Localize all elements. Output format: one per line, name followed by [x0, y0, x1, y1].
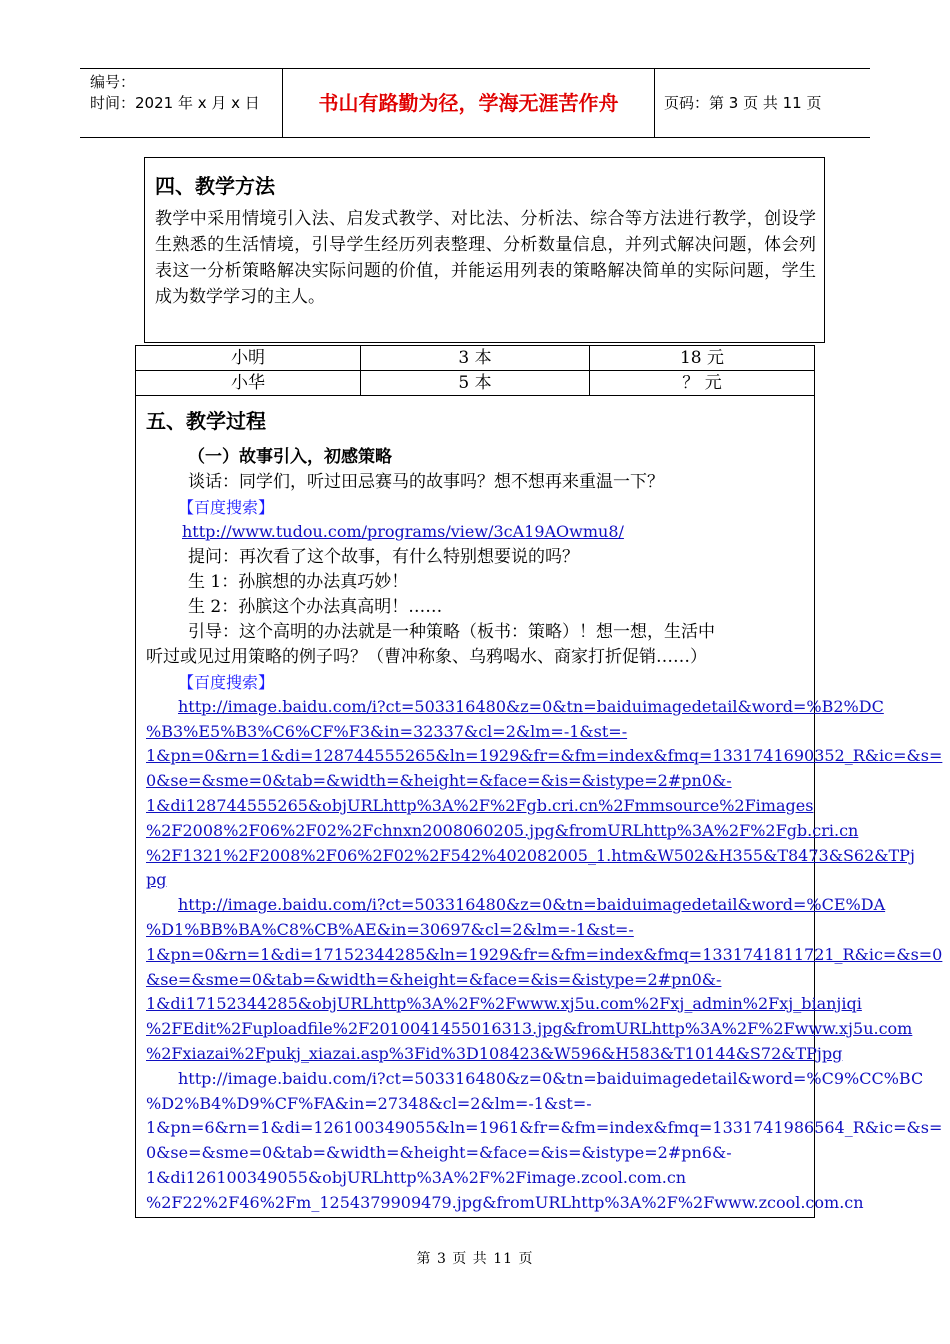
table-cell: 5 本 — [361, 371, 590, 396]
header-page-label: 页码：第 3 页 共 11 页 — [664, 94, 822, 112]
header-motto: 书山有路勤为径，学海无涯苦作舟 — [283, 69, 655, 137]
link-line[interactable]: pg — [146, 870, 167, 890]
section-teaching-methods — [144, 157, 825, 343]
section-teaching-process — [135, 395, 943, 1218]
baidu-search-label: 【百度搜索】 — [178, 498, 275, 517]
url-line: %D2%B4%D9%CF%FA&in=27348&cl=2&lm=-1&st=- — [146, 1093, 592, 1113]
student1-text: 生 1：孙膑想的办法真巧妙！ — [188, 571, 409, 592]
baidu-search-label: 【百度搜索】 — [178, 672, 275, 692]
time-label: 时间：2021 年 x 月 x 日 — [90, 94, 260, 112]
tudou-link[interactable]: http://www.tudou.com/programs/view/3cA19AOwmu8/ — [182, 522, 624, 541]
talk-text: 谈话：同学们，听过田忌赛马的故事吗？想不想再来重温一下？ — [188, 472, 664, 492]
url-line: %2F22%2F46%2Fm_1254379909479.jpg&fromURLhttp%3A%2F%2Fwww.zcool.com.cn — [146, 1192, 864, 1212]
section5-title: 五、教学过程 — [146, 409, 266, 433]
link-line[interactable]: &se=&sme=0&tab=&width=&height=&face=&is=&istype=2#pn0&- — [146, 969, 722, 989]
link-line[interactable]: 1&pn=0&rn=1&di=128744555265&ln=1929&fr=&fm=index&fmq=1331741690352_R&ic=&s= — [146, 746, 943, 766]
link-line[interactable]: http://image.baidu.com/i?ct=503316480&z=0&tn=baiduimagedetail&word=%CE%DA — [178, 895, 886, 915]
question-text: 提问：再次看了这个故事，有什么特别想要说的吗？ — [188, 546, 579, 567]
page-header — [80, 68, 870, 138]
link-line[interactable]: %B3%E5%B3%C6%CF%F3&in=32337&cl=2&lm=-1&st=- — [146, 721, 628, 741]
table-cell: 18 元 — [590, 346, 815, 371]
url-line: http://image.baidu.com/i?ct=503316480&z=0&tn=baiduimagedetail&word=%C9%CC%BC — [178, 1068, 924, 1088]
guide-text-1: 引导：这个高明的办法就是一种策略（板书：策略）！想一想，生活中 — [188, 621, 715, 642]
table-cell: 小华 — [136, 371, 361, 396]
guide-text-2: 听过或见过用策略的例子吗？（曹冲称象、乌鸦喝水、商家打折促销……） — [146, 646, 707, 667]
table-row — [136, 371, 815, 396]
number-label: 编号： — [90, 73, 136, 91]
url-line: 1&pn=6&rn=1&di=126100349055&ln=1961&fr=&fm=index&fmq=1331741986564_R&ic=&s= — [146, 1118, 943, 1138]
header-meta — [80, 69, 283, 137]
table-cell: 3 本 — [361, 346, 590, 371]
table-cell: ？ 元 — [590, 371, 815, 396]
section4-title: 四、教学方法 — [155, 174, 275, 198]
link-line[interactable]: http://image.baidu.com/i?ct=503316480&z=0&tn=baiduimagedetail&word=%B2%DC — [178, 696, 884, 716]
link-line[interactable]: 1&di17152344285&objURLhttp%3A%2F%2Fwww.xj5u.com%2Fxj_admin%2Fxj_bianjiqi — [146, 994, 862, 1014]
section4-text: 教学中采用情境引入法、启发式教学、对比法、分析法、综合等方法进行教学，创设学生熟悉的生活情境，引导学生经历列表整理、分析数量信息，并列式解决问题，体会列表这一分析策略解决实际问题的价值，并能运用列表的策略解决简单的实际问题，学生成为数学学习的主人。 — [155, 209, 816, 307]
link-line[interactable]: %2F2008%2F06%2F02%2Fchnxn2008060205.jpg&fromURLhttp%3A%2F%2Fgb.cri.cn — [146, 820, 859, 840]
url-line: 1&di126100349055&objURLhttp%3A%2F%2Fimage.zcool.com.cn — [146, 1167, 687, 1187]
image-url-promotion — [146, 1067, 943, 1216]
image-link-crow-drinks[interactable] — [146, 893, 943, 1067]
link-line[interactable]: 1&di128744555265&objURLhttp%3A%2F%2Fgb.cri.cn%2Fmmsource%2Fimages — [146, 795, 814, 815]
link-line[interactable]: %2FEdit%2Fuploadfile%2F2010041455016313.jpg&fromURLhttp%3A%2F%2Fwww.xj5u.com — [146, 1019, 913, 1039]
link-line[interactable]: %2F1321%2F2008%2F06%2F02%2F542%402082005_1.htm&W502&H355&T8473&S62&TPj — [146, 845, 915, 865]
link-line[interactable]: %D1%BB%BA%C8%CB%AE&in=30697&cl=2&lm=-1&st=- — [146, 919, 634, 939]
price-table — [135, 345, 815, 396]
subsection-title: （一）故事引入，初感策略 — [188, 447, 392, 467]
page-footer: 第 3 页 共 11 页 — [416, 1251, 534, 1267]
link-line[interactable]: 0&se=&sme=0&tab=&width=&height=&face=&is=&istype=2#pn0&- — [146, 771, 732, 791]
table-cell: 小明 — [136, 346, 361, 371]
link-line[interactable]: 1&pn=0&rn=1&di=17152344285&ln=1929&fr=&fm=index&fmq=1331741811721_R&ic=&s=0 — [146, 944, 943, 964]
url-line: 0&se=&sme=0&tab=&width=&height=&face=&is=&istype=2#pn6&- — [146, 1143, 732, 1163]
link-line[interactable]: %2Fxiazai%2Fpukj_xiazai.asp%3Fid%3D108423&W596&H583&T10144&S72&TPjpg — [146, 1043, 843, 1063]
student2-text: 生 2：孙膑这个办法真高明！…… — [188, 596, 443, 617]
table-row — [136, 346, 815, 371]
image-link-cao-chong[interactable] — [146, 695, 943, 893]
